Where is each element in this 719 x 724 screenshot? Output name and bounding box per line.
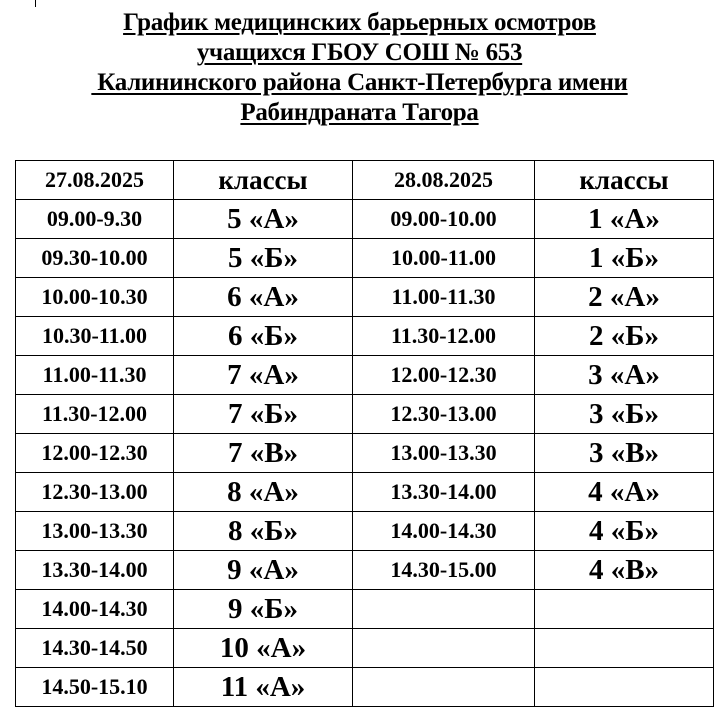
class-day1-cell: 8 «Б»	[174, 512, 353, 551]
time-day2-cell	[353, 590, 535, 629]
table-row	[16, 356, 714, 395]
time-day1-cell: 11.30-12.00	[16, 395, 174, 434]
table-row	[16, 629, 714, 668]
class-day1-cell: 6 «А»	[174, 278, 353, 317]
time-day1-cell: 14.50-15.10	[16, 668, 174, 707]
table-row	[16, 200, 714, 239]
class-day2-cell	[535, 668, 714, 707]
time-day2-cell: 12.30-13.00	[353, 395, 535, 434]
class-day2-cell: 4 «В»	[535, 551, 714, 590]
class-day1-cell: 9 «А»	[174, 551, 353, 590]
class-day1-cell: 8 «А»	[174, 473, 353, 512]
title-line	[0, 98, 719, 128]
title-line-3: Калининского района Санкт-Петербурга имени	[91, 69, 628, 96]
class-day1-cell: 9 «Б»	[174, 590, 353, 629]
time-day2-cell: 11.00-11.30	[353, 278, 535, 317]
table-row	[16, 551, 714, 590]
class-day2-cell	[535, 629, 714, 668]
title-line-4: Рабиндраната Тагора	[240, 99, 479, 126]
time-day1-cell: 13.00-13.30	[16, 512, 174, 551]
class-day1-cell: 7 «А»	[174, 356, 353, 395]
time-day2-cell: 13.00-13.30	[353, 434, 535, 473]
table-row	[16, 590, 714, 629]
title-line-1: График медицинских барьерных осмотров	[123, 9, 596, 36]
time-day1-cell: 11.00-11.30	[16, 356, 174, 395]
header-row	[16, 161, 714, 200]
title-line-2: учащихся ГБОУ СОШ № 653	[196, 39, 523, 66]
class-day2-cell: 4 «Б»	[535, 512, 714, 551]
class-day1-cell: 7 «В»	[174, 434, 353, 473]
table-row	[16, 473, 714, 512]
schedule-table	[15, 160, 714, 707]
title-line	[0, 8, 719, 38]
time-day1-cell: 09.30-10.00	[16, 239, 174, 278]
title-line	[0, 68, 719, 98]
class-day1-cell: 6 «Б»	[174, 317, 353, 356]
class-day2-cell: 2 «Б»	[535, 317, 714, 356]
class-day1-cell: 5 «А»	[174, 200, 353, 239]
header-classes-1: классы	[174, 161, 353, 200]
class-day2-cell: 1 «А»	[535, 200, 714, 239]
table-row	[16, 434, 714, 473]
class-day1-cell: 7 «Б»	[174, 395, 353, 434]
table-row	[16, 239, 714, 278]
time-day1-cell: 09.00-9.30	[16, 200, 174, 239]
class-day2-cell: 4 «А»	[535, 473, 714, 512]
time-day1-cell: 12.30-13.00	[16, 473, 174, 512]
class-day1-cell: 10 «А»	[174, 629, 353, 668]
table-row	[16, 278, 714, 317]
time-day2-cell: 14.00-14.30	[353, 512, 535, 551]
time-day1-cell: 13.30-14.00	[16, 551, 174, 590]
table-row	[16, 512, 714, 551]
class-day1-cell: 11 «А»	[174, 668, 353, 707]
header-classes-2: классы	[535, 161, 714, 200]
corner-mark	[35, 0, 36, 7]
time-day1-cell: 14.30-14.50	[16, 629, 174, 668]
time-day2-cell: 12.00-12.30	[353, 356, 535, 395]
time-day2-cell: 09.00-10.00	[353, 200, 535, 239]
time-day1-cell: 10.30-11.00	[16, 317, 174, 356]
class-day2-cell: 2 «А»	[535, 278, 714, 317]
class-day2-cell	[535, 590, 714, 629]
table-row	[16, 395, 714, 434]
title-line	[0, 38, 719, 68]
time-day2-cell: 11.30-12.00	[353, 317, 535, 356]
time-day2-cell: 14.30-15.00	[353, 551, 535, 590]
time-day2-cell	[353, 629, 535, 668]
time-day1-cell: 10.00-10.30	[16, 278, 174, 317]
time-day2-cell: 13.30-14.00	[353, 473, 535, 512]
class-day2-cell: 3 «А»	[535, 356, 714, 395]
document-title	[0, 8, 719, 128]
class-day2-cell: 3 «В»	[535, 434, 714, 473]
class-day2-cell: 1 «Б»	[535, 239, 714, 278]
header-date-1: 27.08.2025	[16, 161, 174, 200]
table-row	[16, 317, 714, 356]
table-row	[16, 668, 714, 707]
time-day1-cell: 14.00-14.30	[16, 590, 174, 629]
header-date-2: 28.08.2025	[353, 161, 535, 200]
class-day2-cell: 3 «Б»	[535, 395, 714, 434]
time-day1-cell: 12.00-12.30	[16, 434, 174, 473]
time-day2-cell: 10.00-11.00	[353, 239, 535, 278]
time-day2-cell	[353, 668, 535, 707]
class-day1-cell: 5 «Б»	[174, 239, 353, 278]
